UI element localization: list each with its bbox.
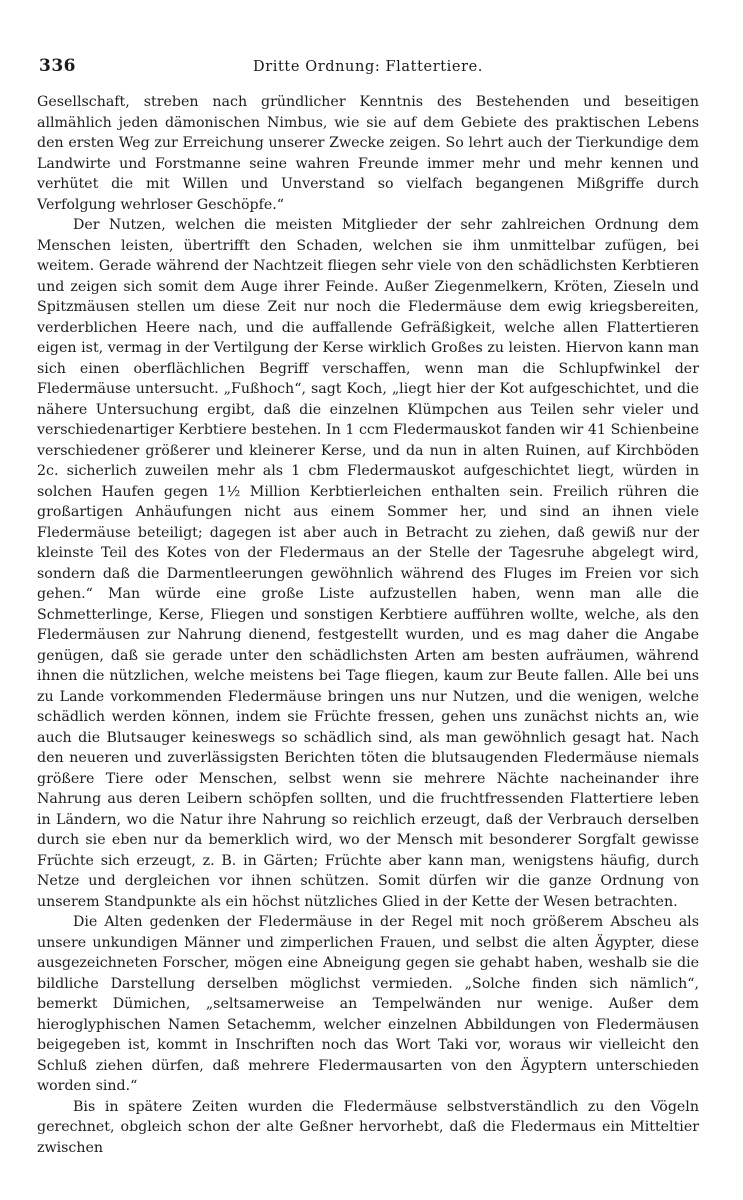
paragraph: Die Alten gedenken der Fledermäuse in der Regel mit noch größerem Abscheu als unsere unkundigen Männer und zimperlichen Frauen, und selbst die alten Ägypter, diese ausgezeichneten Forscher, mögen eine Abneigung gegen sie gehabt haben, weshalb sie die bildliche Darstellung derselben möglichst vermieden. „Solche finden sich nämlich“, bemerkt Dümichen, „seltsamerweise an Tempelwänden nur wenige. Außer dem hieroglyphischen Namen Setachemm, welcher einzelnen Abbildungen von Fledermäusen beigegeben ist, kommt in Inschriften noch das Wort Taki vor, woraus wir vielleicht den Schluß ziehen dürfen, daß mehrere Fledermausarten von den Ägyptern unterschieden worden sind.“ bbox=[37, 914, 699, 1094]
body-text bbox=[37, 92, 699, 1158]
running-title: Dritte Ordnung: Flattertiere. bbox=[252, 59, 483, 75]
paragraph: Gesellschaft, streben nach gründlicher Kenntnis des Bestehenden und beseitigen allmählich jeden dämonischen Nimbus, wie sie auf dem Gebiete des praktischen Lebens den ersten Weg zur Erreichung unserer Zwecke zeigen. So lehrt auch der Tierkundige dem Landwirte und Forstmanne seine wahren Freunde immer mehr und mehr kennen und verhütet die mit Willen und Unverstand so vielfach begangenen Mißgriffe durch Verfolgung wehrloser Geschöpfe.“ bbox=[37, 94, 699, 213]
paragraph: Bis in spätere Zeiten wurden die Fledermäuse selbstverständlich zu den Vögeln gerechnet, obgleich schon der alte Geßner hervorhebt, daß die Fledermaus ein Mitteltier zwischen bbox=[37, 1098, 699, 1156]
running-head bbox=[37, 56, 699, 84]
paragraph: Der Nutzen, welchen die meisten Mitglieder der sehr zahlreichen Ordnung dem Menschen leisten, übertrifft den Schaden, welchen sie ihm unmittelbar zufügen, bei weitem. Gerade während der Nachtzeit fliegen sehr viele von den schädlichsten Kerbtieren und zeigen sich somit dem Auge ihrer Feinde. Außer Ziegenmelkern, Kröten, Zieseln und Spitzmäusen stellen um diese Zeit nur noch die Fledermäuse dem ewig kriegsbereiten, verderblichen Heere nach, und die auffallende Gefräßigkeit, welche allen Flattertieren eigen ist, vermag in der Vertilgung der Kerse wirklich Großes zu leisten. Hiervon kann man sich einen oberflächlichen Begriff verschaffen, wenn man die Schlupfwinkel der Fledermäuse untersucht. „Fußhoch“, sagt Koch, „liegt hier der Kot aufgeschichtet, und die nähere Untersuchung ergibt, daß die einzelnen Klümpchen aus Teilen sehr vieler und verschiedenartiger Kerbtiere bestehen. In 1 ccm Fledermauskot fanden wir 41 Schienbeine verschiedener größerer und kleinerer Kerse, und da nun in alten Ruinen, auf Kirchböden 2c. sicherlich zuweilen mehr als 1 cbm Fledermauskot aufgeschichtet liegt, würden in solchen Haufen gegen 1½ Million Kerbtierleichen enthalten sein. Freilich rühren die großartigen Anhäufungen nicht aus einem Sommer her, und sind an ihnen viele Fledermäuse beteiligt; dagegen ist aber auch in Betracht zu ziehen, daß gewiß nur der kleinste Teil des Kotes von der Fledermaus an der Stelle der Tagesruhe abgelegt wird, sondern daß die Darmentleerungen gewöhnlich während des Fluges im Freien vor sich gehen.“ Man würde eine große Liste aufzustellen haben, wenn man alle die Schmetterlinge, Kerse, Fliegen und sonstigen Kerbtiere aufführen wollte, welche, als den Fledermäusen zur Nahrung dienend, festgestellt wurden, und es mag daher die Angabe genügen, daß sie gerade unter den schädlichsten Arten am besten aufräumen, während ihnen die nützlichen, welche meistens bei Tage fliegen, kaum zur Beute fallen. Alle bei uns zu Lande vorkommenden Fledermäuse bringen uns nur Nutzen, und die wenigen, welche schädlich werden können, indem sie Früchte fressen, gehen uns zunächst nichts an, wie auch die Blutsauger keineswegs so schädlich sind, als man gewöhnlich gesagt hat. Nach den neueren und zuverlässigsten Berichten töten die blutsaugenden Fledermäuse niemals größere Tiere oder Menschen, selbst wenn sie mehrere Nächte nacheinander ihre Nahrung aus deren Leibern schöpfen sollten, und die fruchtfressenden Flattertiere leben in Ländern, wo die Natur ihre Nahrung so reichlich erzeugt, daß der Verbrauch derselben durch sie eben nur da bemerklich wird, wo der Mensch mit besonderer Sorgfalt gewisse Früchte sich erzeugt, z. B. in Gärten; Früchte aber kann man, wenigstens häufig, durch Netze und dergleichen vor ihnen schützen. Somit dürfen wir die ganze Ordnung von unserem Standpunkte als ein höchst nützliches Glied in der Kette der Wesen betrachten. bbox=[37, 217, 699, 910]
page-number: 336 bbox=[39, 56, 76, 76]
